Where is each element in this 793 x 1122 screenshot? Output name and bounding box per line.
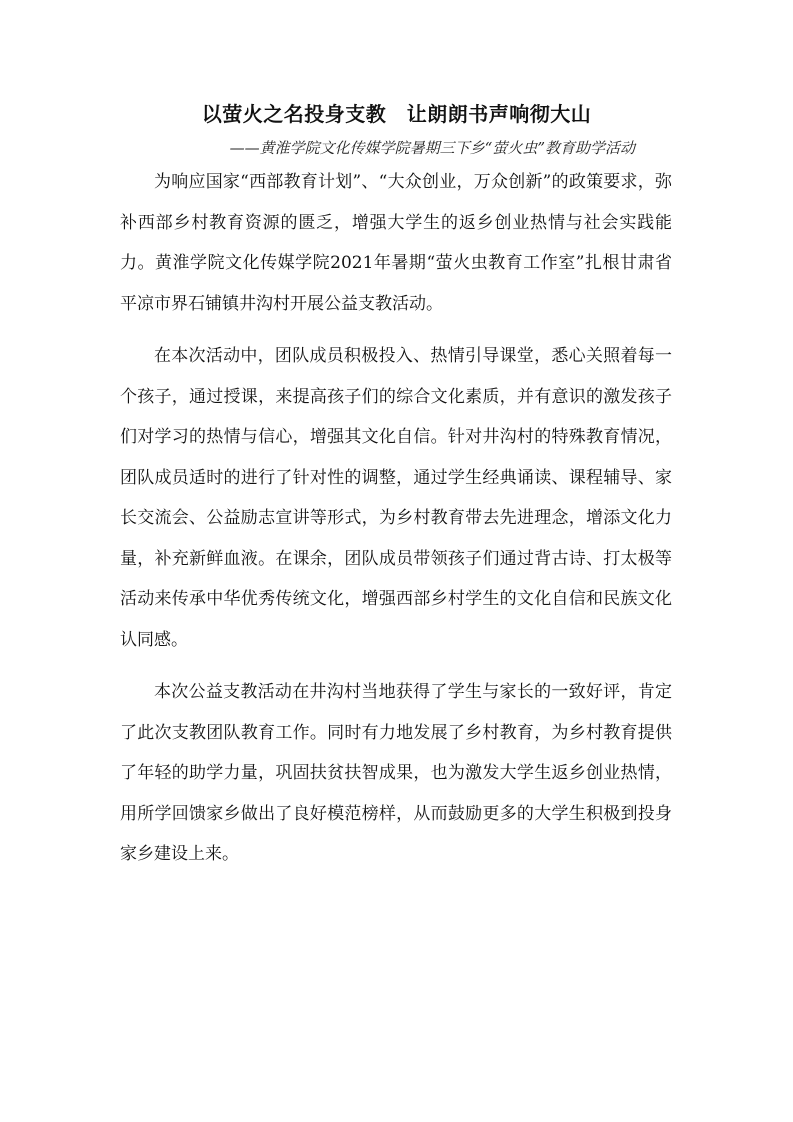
document-title: 以萤火之名投身支教 让朗朗书声响彻大山: [201, 102, 592, 126]
paragraph-3: 本次公益支教活动在井沟村当地获得了学生与家长的一致好评，肯定了此次支教团队教育工作。同时有力地发展了乡村教育，为乡村教育提供了年轻的助学力量，巩固扶贫扶智成果，也为激发大学生返乡创业热情，用所学回馈家乡做出了良好模范榜样，从而鼓励更多的大学生积极到投身家乡建设上来。: [120, 682, 672, 864]
paragraph-2: 在本次活动中，团队成员积极投入、热情引导课堂，悉心关照着每一个孩子，通过授课，来提高孩子们的综合文化素质，并有意识的激发孩子们对学习的热情与信心，增强其文化自信。针对井沟村的特殊教育情况，团队成员适时的进行了针对性的调整，通过学生经典诵读、课程辅导、家长交流会、公益励志宣讲等形式，为乡村教育带去先进理念，增添文化力量，补充新鲜血液。在课余，团队成员带领孩子们通过背古诗、打太极等活动来传承中华优秀传统文化，增强西部乡村学生的文化自信和民族文化认同感。: [120, 346, 672, 650]
document-subtitle: ——黄淮学院文化传媒学院暑期三下乡“萤火虫”教育助学活动: [229, 139, 635, 157]
paragraph-1: 为响应国家“西部教育计划”、“大众创业，万众创新”的政策要求，弥补西部乡村教育资源的匮乏，增强大学生的返乡创业热情与社会实践能力。黄淮学院文化传媒学院2021年暑期“萤火虫教育工作室”扎根甘肃省平凉市界石铺镇井沟村开展公益支教活动。: [120, 172, 672, 314]
document-body: [120, 162, 672, 887]
